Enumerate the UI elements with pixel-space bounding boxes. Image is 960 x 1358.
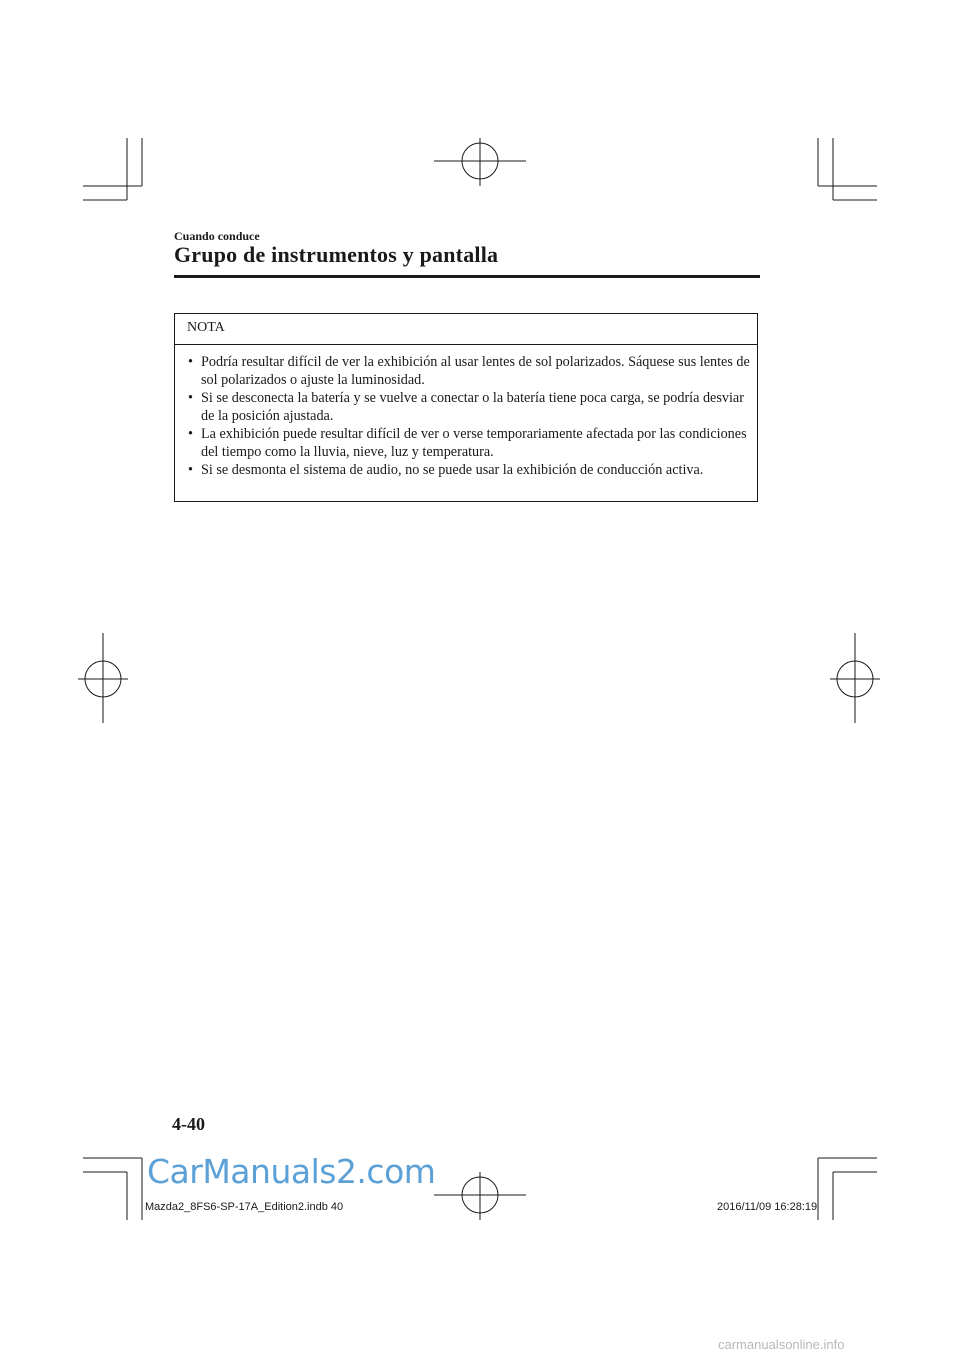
note-box: [174, 313, 758, 502]
note-list: [175, 345, 757, 479]
bullet-icon: •: [188, 462, 193, 478]
note-item-text: Si se desconecta la batería y se vuelve a conectar o la batería tiene poca carga, se podría desviar de la posición ajustada.: [201, 390, 744, 424]
carmanuals-logo: CarManuals2.com: [147, 1152, 436, 1191]
note-item: [187, 389, 751, 425]
note-heading: NOTA: [175, 314, 757, 345]
note-item: [187, 353, 751, 389]
bullet-icon: •: [188, 426, 193, 442]
note-item: [187, 461, 751, 479]
footer-datetime: 2016/11/09 16:28:19: [717, 1201, 818, 1213]
bullet-icon: •: [188, 354, 193, 370]
note-item-text: Si se desmonta el sistema de audio, no se puede usar la exhibición de conducción activa.: [201, 462, 704, 478]
section-label: Cuando conduce: [174, 229, 260, 243]
site-watermark: carmanualsonline.info: [718, 1337, 845, 1352]
page-title: Grupo de instrumentos y pantalla: [174, 242, 499, 267]
title-rule: [174, 275, 760, 278]
page-number: 4-40: [172, 1114, 205, 1134]
bullet-icon: •: [188, 390, 193, 406]
footer-file-info: Mazda2_8FS6-SP-17A_Edition2.indb 40: [145, 1201, 344, 1213]
note-item: [187, 425, 751, 461]
note-item-text: Podría resultar difícil de ver la exhibición al usar lentes de sol polarizados. Sáquese sus lentes de sol polarizados o ajuste la luminosidad.: [201, 354, 750, 388]
note-item-text: La exhibición puede resultar difícil de ver o verse temporariamente afectada por las condiciones del tiempo como la lluvia, nieve, luz y temperatura.: [201, 426, 747, 460]
